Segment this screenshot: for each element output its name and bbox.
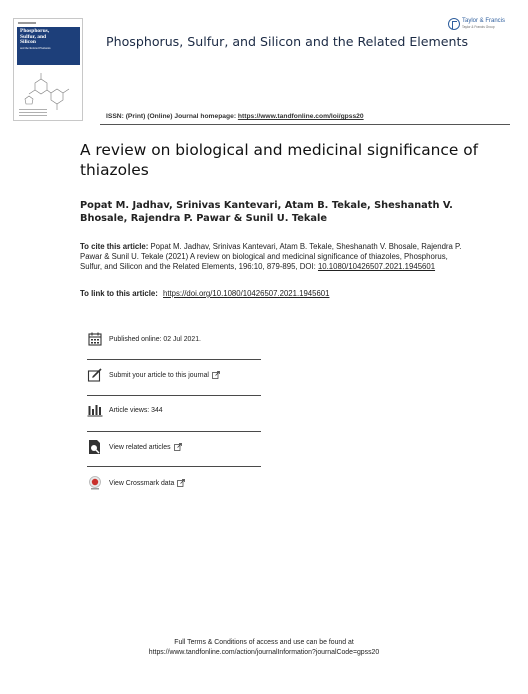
cover-title-line-1: Phosphorus, [20, 28, 50, 34]
article-views-row [87, 392, 261, 428]
submit-article-row[interactable] [87, 357, 261, 393]
crossmark-link[interactable] [109, 479, 185, 487]
cover-subtitle: and the Related Elements [20, 45, 51, 50]
cover-title-line-3: Silicon [20, 39, 36, 46]
submit-article-label: Submit your article to this journal [109, 371, 209, 379]
cover-title [20, 29, 78, 50]
journal-cover-thumbnail [13, 18, 83, 121]
terms-footer-line-1: Full Terms & Conditions of access and use can be found at [174, 639, 354, 646]
external-link-icon [177, 479, 185, 487]
submit-article-link[interactable] [109, 371, 220, 379]
calendar-icon [87, 331, 103, 347]
article-link-label: To link to this article: [80, 289, 160, 298]
crossmark-row[interactable] [87, 465, 261, 501]
citation-label: To cite this article: [80, 242, 151, 251]
terms-footer [0, 638, 528, 658]
issn-text: ISSN: (Print) (Online) Journal homepage: [106, 113, 238, 120]
citation-text: Popat M. Jadhav, Srinivas Kantevari, Atam B. Tekale, Sheshanath V. Bhosale, Rajendra P. Pawar & Sunil U. Tekale (2021) A review on biological and medicinal significance of thiazoles, Phosphorus, Sulfur, and Silicon and the Related Elements, 196:10, 879-895, DOI: [80, 242, 462, 271]
pencil-edit-icon [87, 367, 103, 383]
article-doi-url[interactable]: https://doi.org/10.1080/10426507.2021.1945601 [163, 289, 330, 298]
header-divider [100, 124, 510, 125]
terms-footer-link[interactable]: https://www.tandfonline.com/action/journalInformation?journalCode=gpss20 [148, 649, 380, 656]
article-title: A review on biological and medicinal significance of thiazoles [80, 141, 479, 179]
related-articles-search-icon [87, 439, 103, 455]
issn-line [106, 113, 364, 120]
article-authors: Popat M. Jadhav, Srinivas Kantevari, Atam B. Tekale, Sheshanath V. Bhosale, Rajendra P. Pawar & Sunil U. Tekale [80, 200, 453, 224]
published-row [87, 321, 261, 357]
external-link-icon [212, 371, 220, 379]
cover-footer-lines [19, 107, 47, 116]
external-link-icon [174, 443, 182, 451]
bar-chart-icon [87, 402, 103, 418]
cover-header-line [18, 22, 36, 24]
journal-title: Phosphorus, Sulfur, and Silicon and the Related Elements [106, 34, 469, 49]
journal-homepage-link[interactable]: https://www.tandfonline.com/loi/gpss20 [237, 113, 364, 120]
related-articles-row[interactable] [87, 429, 261, 465]
citation-block [80, 242, 472, 272]
crossmark-icon [87, 475, 103, 491]
publisher-logo-icon [448, 18, 460, 30]
citation-doi-link[interactable]: 10.1080/10426507.2021.1945601 [317, 262, 436, 271]
cover-title-band [17, 27, 80, 65]
related-articles-label: View related articles [109, 443, 171, 451]
publisher-group: Taylor & Francis Group [462, 25, 495, 29]
article-link-block [80, 289, 329, 298]
publisher-name: Taylor & Francis [462, 18, 506, 24]
article-views: Article views: 344 [109, 406, 163, 414]
crossmark-label: View Crossmark data [109, 479, 175, 487]
published-date: Published online: 02 Jul 2021. [109, 335, 201, 343]
related-articles-link[interactable] [109, 443, 182, 451]
taylor-francis-logo[interactable] [448, 14, 504, 34]
cover-title-line-2: Sulfur, and [20, 33, 47, 40]
